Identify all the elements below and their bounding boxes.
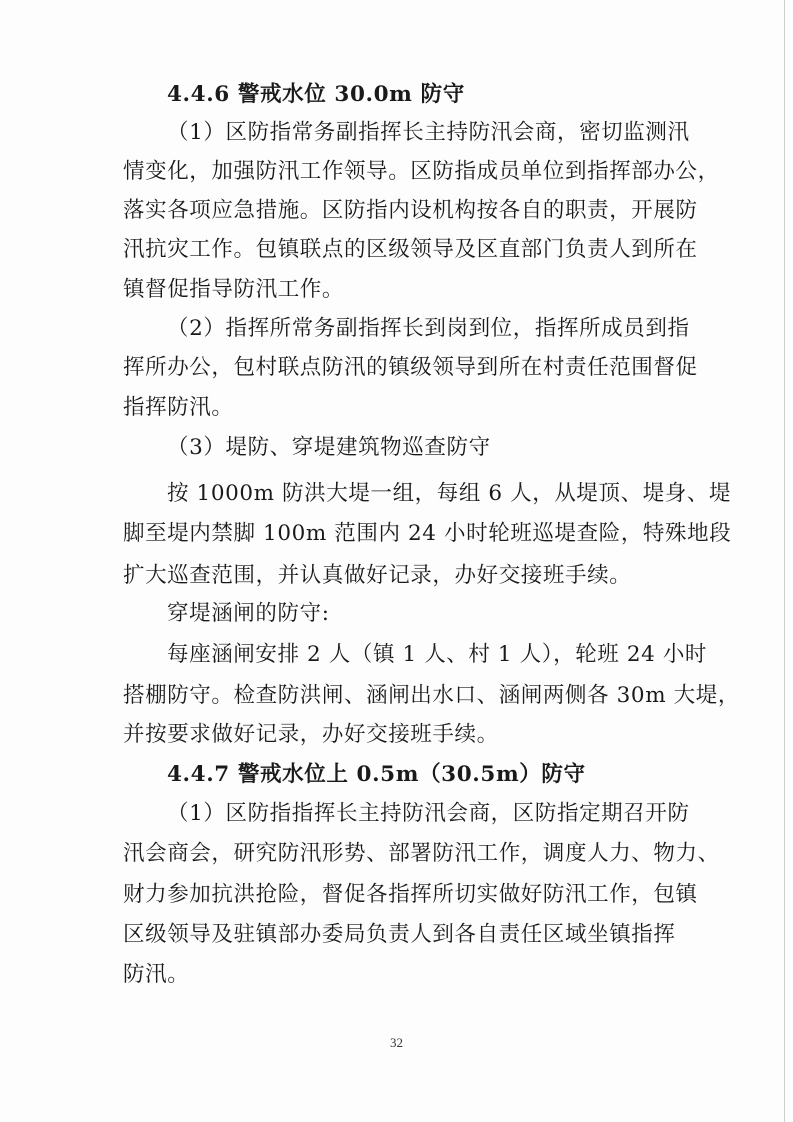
paragraph-line: 搭棚防守。检查防洪闸、涵闸出水口、涵闸两侧各 30m 大堤， — [123, 683, 740, 708]
section-heading-4-4-6: 4.4.6 警戒水位 30.0m 防守 — [167, 82, 465, 107]
paragraph-line: 挥所办公，包村联点防汛的镇级领导到所在村责任范围督促 — [123, 355, 698, 380]
paragraph-line: 脚至堤内禁脚 100m 范围内 24 小时轮班巡堤查险，特殊地段 — [123, 521, 732, 546]
paragraph-line: （1）区防指常务副指挥长主持防汛会商，密切监测汛 — [167, 120, 690, 145]
paragraph-line: 防汛。 — [123, 962, 190, 987]
page-edge-divider — [784, 0, 785, 1122]
paragraph-line: （1）区防指指挥长主持防汛会商，区防指定期召开防 — [167, 801, 690, 826]
paragraph-line: 财力参加抗洪抢险，督促各指挥所切实做好防汛工作，包镇 — [123, 882, 698, 907]
paragraph-line: 并按要求做好记录，办好交接班手续。 — [123, 722, 499, 747]
paragraph-line: 指挥防汛。 — [123, 395, 234, 420]
section-heading-4-4-7: 4.4.7 警戒水位上 0.5m（30.5m）防守 — [167, 762, 586, 787]
subheading-line: 穿堤涵闸的防守: — [167, 601, 330, 626]
paragraph-line: 扩大巡查范围，并认真做好记录，办好交接班手续。 — [123, 563, 632, 588]
page-number: 32 — [390, 1035, 403, 1050]
paragraph-line: 情变化，加强防汛工作领导。区防指成员单位到指挥部办公， — [123, 159, 720, 184]
paragraph-line: 汛会商会，研究防汛形势、部署防汛工作，调度人力、物力、 — [123, 841, 720, 866]
paragraph-line: 汛抗灾工作。包镇联点的区级领导及区直部门负责人到所在 — [123, 237, 698, 262]
paragraph-line: 镇督促指导防汛工作。 — [123, 277, 345, 302]
paragraph-line: 区级领导及驻镇部办委局负责人到各自责任区域坐镇指挥 — [123, 922, 676, 947]
paragraph-line: 落实各项应急措施。区防指内设机构按各自的职责，开展防 — [123, 198, 698, 223]
paragraph-line: 每座涵闸安排 2 人（镇 1 人、村 1 人），轮班 24 小时 — [167, 642, 708, 667]
paragraph-line: 按 1000m 防洪大堤一组，每组 6 人，从堤顶、堤身、堤 — [167, 481, 732, 506]
subheading-line: （3）堤防、穿堤建筑物巡查防守 — [167, 435, 491, 460]
paragraph-line: （2）指挥所常务副指挥长到岗到位，指挥所成员到指 — [167, 316, 690, 341]
